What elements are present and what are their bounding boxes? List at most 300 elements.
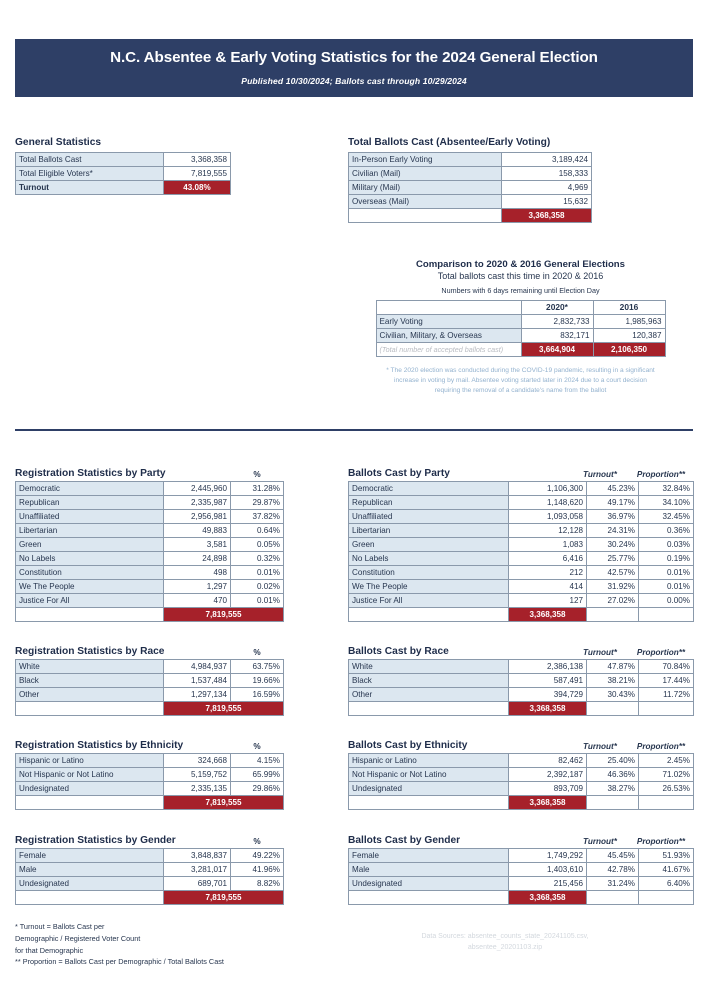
column-header-turnout: Turnout* bbox=[583, 837, 617, 846]
row-turnout: 45.23% bbox=[587, 482, 639, 496]
table-row-total bbox=[16, 796, 284, 810]
table-row bbox=[349, 524, 694, 538]
turnout-value: 43.08% bbox=[164, 181, 231, 195]
page-title: N.C. Absentee & Early Voting Statistics for the 2024 General Election bbox=[110, 49, 598, 67]
row-label: Undesignated bbox=[349, 782, 509, 796]
row-label: Libertarian bbox=[16, 524, 164, 538]
row-label: Civilian, Military, & Overseas bbox=[376, 329, 521, 343]
table-row bbox=[349, 674, 694, 688]
row-count: 2,386,138 bbox=[509, 660, 587, 674]
ballots-cast-by-party-table bbox=[348, 481, 694, 622]
spacer-cell bbox=[16, 702, 164, 716]
table-row bbox=[16, 660, 284, 674]
table-row bbox=[349, 849, 694, 863]
ballots-cast-by-ethnicity-section bbox=[348, 740, 693, 810]
table-row bbox=[349, 688, 694, 702]
row-count: 215,456 bbox=[509, 877, 587, 891]
row-count: 49,883 bbox=[164, 524, 231, 538]
row-value: 3,189,424 bbox=[502, 153, 592, 167]
table-row bbox=[16, 566, 284, 580]
section-title: Ballots Cast by Gender bbox=[348, 835, 461, 846]
row-label: Female bbox=[349, 849, 509, 863]
row-label: Black bbox=[349, 674, 509, 688]
table-row bbox=[349, 566, 694, 580]
column-header-2020: 2020* bbox=[521, 301, 593, 315]
comparison-subheading: Total ballots cast this time in 2020 & 2016 bbox=[437, 271, 604, 281]
comparison-total-2016: 2,106,350 bbox=[593, 343, 665, 357]
row-label: Hispanic or Latino bbox=[349, 754, 509, 768]
row-pct: 19.66% bbox=[231, 674, 284, 688]
page-subtitle: Published 10/30/2024; Ballots cast through 10/29/2024 bbox=[241, 75, 467, 86]
table-row-turnout bbox=[16, 181, 231, 195]
table-row-total bbox=[349, 702, 694, 716]
row-count: 1,093,058 bbox=[509, 510, 587, 524]
row-count: 2,335,987 bbox=[164, 496, 231, 510]
row-turnout: 36.97% bbox=[587, 510, 639, 524]
table-row bbox=[16, 580, 284, 594]
total-value: 3,368,358 bbox=[509, 608, 587, 622]
table-header-row bbox=[376, 301, 665, 315]
total-value: 3,368,358 bbox=[509, 891, 587, 905]
row-count: 1,403,610 bbox=[509, 863, 587, 877]
total-value: 3,368,358 bbox=[509, 796, 587, 810]
ballots-cast-by-gender-section bbox=[348, 835, 693, 905]
column-header-turnout: Turnout* bbox=[583, 470, 617, 479]
row-pct: 0.32% bbox=[231, 552, 284, 566]
table-row bbox=[349, 181, 592, 195]
column-header-pct: % bbox=[253, 837, 261, 846]
spacer-cell bbox=[376, 301, 521, 315]
row-count: 394,729 bbox=[509, 688, 587, 702]
row-label: Green bbox=[349, 538, 509, 552]
column-header-pct: % bbox=[253, 742, 261, 751]
table-row bbox=[349, 510, 694, 524]
table-row bbox=[16, 877, 284, 891]
section-title: Registration Statistics by Gender bbox=[15, 835, 176, 846]
ballots-cast-by-party-section bbox=[348, 468, 693, 622]
row-label: Male bbox=[349, 863, 509, 877]
registration-by-race-table bbox=[15, 659, 284, 716]
table-row bbox=[16, 849, 284, 863]
table-row-total bbox=[376, 343, 665, 357]
row-turnout: 30.43% bbox=[587, 688, 639, 702]
row-pct: 0.05% bbox=[231, 538, 284, 552]
row-count: 893,709 bbox=[509, 782, 587, 796]
table-row bbox=[16, 510, 284, 524]
ballots-cast-by-race-section bbox=[348, 646, 693, 716]
data-source-line-1: Data Sources: absentee_counts_state_20241105.csv, bbox=[421, 933, 589, 940]
comparison-heading: Comparison to 2020 & 2016 General Elections bbox=[415, 259, 625, 270]
ballots-cast-by-ethnicity-header bbox=[348, 740, 693, 753]
row-proportion: 0.00% bbox=[639, 594, 694, 608]
row-count: 127 bbox=[509, 594, 587, 608]
column-header-turnout: Turnout* bbox=[583, 742, 617, 751]
table-row bbox=[349, 754, 694, 768]
row-pct: 65.99% bbox=[231, 768, 284, 782]
section-title: Registration Statistics by Race bbox=[15, 646, 165, 657]
row-proportion: 70.84% bbox=[639, 660, 694, 674]
row-turnout: 42.78% bbox=[587, 863, 639, 877]
general-statistics-table bbox=[15, 152, 231, 195]
section-title: Ballots Cast by Race bbox=[348, 646, 449, 657]
row-pct: 41.96% bbox=[231, 863, 284, 877]
row-proportion: 0.01% bbox=[639, 580, 694, 594]
row-turnout: 31.92% bbox=[587, 580, 639, 594]
row-proportion: 0.36% bbox=[639, 524, 694, 538]
section-title: Ballots Cast by Party bbox=[348, 468, 450, 479]
registration-by-gender-section bbox=[15, 835, 283, 905]
total-value: 7,819,555 bbox=[164, 891, 284, 905]
spacer-cell bbox=[349, 702, 509, 716]
general-statistics-section bbox=[15, 137, 283, 195]
row-proportion: 32.45% bbox=[639, 510, 694, 524]
spacer-cell bbox=[16, 796, 164, 810]
row-label: Overseas (Mail) bbox=[349, 195, 502, 209]
comparison-total-2020: 3,664,904 bbox=[521, 343, 593, 357]
row-label: Early Voting bbox=[376, 315, 521, 329]
footnote-line-1: * Turnout = Ballots Cast per bbox=[15, 922, 105, 931]
row-label: Undesignated bbox=[349, 877, 509, 891]
total-ballots-title: Total Ballots Cast (Absentee/Early Voting) bbox=[348, 137, 551, 148]
row-pct: 0.64% bbox=[231, 524, 284, 538]
spacer-cell bbox=[16, 608, 164, 622]
row-count: 470 bbox=[164, 594, 231, 608]
row-label: Justice For All bbox=[16, 594, 164, 608]
table-row bbox=[16, 594, 284, 608]
row-pct: 0.01% bbox=[231, 594, 284, 608]
total-value: 3,368,358 bbox=[502, 209, 592, 223]
general-statistics-title: General Statistics bbox=[15, 137, 102, 148]
row-count: 498 bbox=[164, 566, 231, 580]
table-row bbox=[16, 153, 231, 167]
column-header-proportion: Proportion** bbox=[636, 648, 686, 657]
registration-by-race-section bbox=[15, 646, 283, 716]
table-row bbox=[349, 877, 694, 891]
section-title: Ballots Cast by Ethnicity bbox=[348, 740, 468, 751]
table-row bbox=[349, 153, 592, 167]
row-count: 2,335,135 bbox=[164, 782, 231, 796]
table-row bbox=[349, 594, 694, 608]
column-header-proportion: Proportion** bbox=[636, 837, 686, 846]
row-pct: 0.02% bbox=[231, 580, 284, 594]
page-header-banner bbox=[15, 39, 693, 97]
column-header-pct: % bbox=[253, 648, 261, 657]
row-proportion: 51.93% bbox=[639, 849, 694, 863]
row-pct: 4.15% bbox=[231, 754, 284, 768]
registration-by-ethnicity-header bbox=[15, 740, 283, 753]
spacer-cell bbox=[639, 891, 694, 905]
table-row bbox=[376, 329, 665, 343]
comparison-days-note: Numbers with 6 days remaining until Election Day bbox=[441, 286, 600, 295]
table-row bbox=[349, 863, 694, 877]
row-count: 2,392,187 bbox=[509, 768, 587, 782]
row-proportion: 34.10% bbox=[639, 496, 694, 510]
row-count: 2,956,981 bbox=[164, 510, 231, 524]
table-row bbox=[16, 782, 284, 796]
table-row-total bbox=[16, 702, 284, 716]
row-value-2020: 2,832,733 bbox=[521, 315, 593, 329]
section-divider bbox=[15, 429, 693, 431]
ballots-cast-by-race-header bbox=[348, 646, 693, 659]
row-turnout: 31.24% bbox=[587, 877, 639, 891]
row-turnout: 45.45% bbox=[587, 849, 639, 863]
row-turnout: 27.02% bbox=[587, 594, 639, 608]
row-pct: 16.59% bbox=[231, 688, 284, 702]
row-count: 24,898 bbox=[164, 552, 231, 566]
table-row bbox=[376, 315, 665, 329]
row-pct: 8.82% bbox=[231, 877, 284, 891]
row-turnout: 42.57% bbox=[587, 566, 639, 580]
ballots-cast-by-gender-table bbox=[348, 848, 694, 905]
row-pct: 31.28% bbox=[231, 482, 284, 496]
row-label: Constitution bbox=[349, 566, 509, 580]
column-header-proportion: Proportion** bbox=[636, 470, 686, 479]
row-value: 7,819,555 bbox=[164, 167, 231, 181]
data-source-note bbox=[340, 931, 670, 953]
row-turnout: 30.24% bbox=[587, 538, 639, 552]
row-pct: 37.82% bbox=[231, 510, 284, 524]
row-count: 212 bbox=[509, 566, 587, 580]
table-row bbox=[16, 768, 284, 782]
row-count: 414 bbox=[509, 580, 587, 594]
row-count: 1,297 bbox=[164, 580, 231, 594]
row-label: Not Hispanic or Not Latino bbox=[16, 768, 164, 782]
row-label: Republican bbox=[349, 496, 509, 510]
registration-by-party-table bbox=[15, 481, 284, 622]
row-value-2016: 1,985,963 bbox=[593, 315, 665, 329]
table-row bbox=[349, 538, 694, 552]
row-label: Hispanic or Latino bbox=[16, 754, 164, 768]
total-value: 3,368,358 bbox=[509, 702, 587, 716]
row-value: 3,368,358 bbox=[164, 153, 231, 167]
row-proportion: 6.40% bbox=[639, 877, 694, 891]
spacer-cell bbox=[349, 891, 509, 905]
footnote-line-4: ** Proportion = Ballots Cast per Demographic / Total Ballots Cast bbox=[15, 957, 224, 967]
section-title: Registration Statistics by Party bbox=[15, 468, 166, 479]
column-header-pct: % bbox=[253, 470, 261, 479]
row-label: In-Person Early Voting bbox=[349, 153, 502, 167]
column-header-proportion: Proportion** bbox=[636, 742, 686, 751]
ballots-cast-by-party-header bbox=[348, 468, 693, 481]
row-turnout: 46.36% bbox=[587, 768, 639, 782]
table-row bbox=[349, 552, 694, 566]
table-row bbox=[16, 538, 284, 552]
row-label: Democratic bbox=[349, 482, 509, 496]
row-proportion: 0.01% bbox=[639, 566, 694, 580]
row-label: Undesignated bbox=[16, 877, 164, 891]
row-label: Male bbox=[16, 863, 164, 877]
row-pct: 0.01% bbox=[231, 566, 284, 580]
row-count: 3,581 bbox=[164, 538, 231, 552]
row-label: Civilian (Mail) bbox=[349, 167, 502, 181]
row-label: Constitution bbox=[16, 566, 164, 580]
spacer-cell bbox=[639, 702, 694, 716]
comparison-table bbox=[376, 300, 666, 357]
table-row bbox=[349, 580, 694, 594]
row-proportion: 0.03% bbox=[639, 538, 694, 552]
spacer-cell bbox=[587, 608, 639, 622]
spacer-cell bbox=[349, 796, 509, 810]
spacer-cell bbox=[349, 209, 502, 223]
data-source-line-2: absentee_20201103.zip bbox=[467, 944, 543, 952]
column-header-2016: 2016 bbox=[593, 301, 665, 315]
row-count: 1,297,134 bbox=[164, 688, 231, 702]
row-count: 2,445,960 bbox=[164, 482, 231, 496]
row-label: Total Ballots Cast bbox=[16, 153, 164, 167]
row-label: Green bbox=[16, 538, 164, 552]
table-row bbox=[16, 754, 284, 768]
row-label: Military (Mail) bbox=[349, 181, 502, 195]
table-row bbox=[349, 660, 694, 674]
row-turnout: 24.31% bbox=[587, 524, 639, 538]
row-label: Other bbox=[349, 688, 509, 702]
footnotes bbox=[15, 921, 315, 968]
spacer-cell bbox=[587, 702, 639, 716]
registration-by-race-header bbox=[15, 646, 283, 659]
table-row bbox=[349, 496, 694, 510]
comparison-total-label: (Total number of accepted ballots cast) bbox=[376, 343, 521, 357]
row-value-2020: 832,171 bbox=[521, 329, 593, 343]
table-row-total bbox=[349, 891, 694, 905]
row-value-2016: 120,387 bbox=[593, 329, 665, 343]
row-label: White bbox=[349, 660, 509, 674]
table-row bbox=[349, 482, 694, 496]
registration-by-party-header bbox=[15, 468, 283, 481]
row-turnout: 38.27% bbox=[587, 782, 639, 796]
row-label: Unaffiliated bbox=[16, 510, 164, 524]
row-label: Turnout bbox=[16, 181, 164, 195]
row-turnout: 49.17% bbox=[587, 496, 639, 510]
row-label: White bbox=[16, 660, 164, 674]
row-label: Black bbox=[16, 674, 164, 688]
row-label: We The People bbox=[349, 580, 509, 594]
row-proportion: 11.72% bbox=[639, 688, 694, 702]
table-row-total bbox=[16, 608, 284, 622]
spacer-cell bbox=[349, 608, 509, 622]
row-count: 1,083 bbox=[509, 538, 587, 552]
spacer-cell bbox=[587, 891, 639, 905]
row-turnout: 25.40% bbox=[587, 754, 639, 768]
total-ballots-table bbox=[348, 152, 592, 223]
table-row bbox=[349, 195, 592, 209]
registration-by-party-section bbox=[15, 468, 283, 622]
row-value: 4,969 bbox=[502, 181, 592, 195]
spacer-cell bbox=[587, 796, 639, 810]
row-turnout: 47.87% bbox=[587, 660, 639, 674]
table-row bbox=[16, 482, 284, 496]
row-label: No Labels bbox=[16, 552, 164, 566]
row-label: No Labels bbox=[349, 552, 509, 566]
total-value: 7,819,555 bbox=[164, 796, 284, 810]
table-row bbox=[16, 863, 284, 877]
row-label: Undesignated bbox=[16, 782, 164, 796]
row-label: Other bbox=[16, 688, 164, 702]
table-row bbox=[349, 782, 694, 796]
spacer-cell bbox=[639, 796, 694, 810]
row-proportion: 2.45% bbox=[639, 754, 694, 768]
registration-by-ethnicity-table bbox=[15, 753, 284, 810]
row-label: Female bbox=[16, 849, 164, 863]
row-label: Unaffiliated bbox=[349, 510, 509, 524]
total-ballots-section bbox=[348, 137, 693, 223]
table-row-total bbox=[349, 209, 592, 223]
row-turnout: 38.21% bbox=[587, 674, 639, 688]
comparison-section bbox=[348, 259, 693, 397]
table-row bbox=[349, 768, 694, 782]
registration-by-gender-header bbox=[15, 835, 283, 848]
total-value: 7,819,555 bbox=[164, 608, 284, 622]
row-label: We The People bbox=[16, 580, 164, 594]
row-pct: 49.22% bbox=[231, 849, 284, 863]
row-count: 4,984,937 bbox=[164, 660, 231, 674]
ballots-cast-by-race-table bbox=[348, 659, 694, 716]
row-label: Not Hispanic or Not Latino bbox=[349, 768, 509, 782]
spacer-cell bbox=[639, 608, 694, 622]
column-header-turnout: Turnout* bbox=[583, 648, 617, 657]
total-value: 7,819,555 bbox=[164, 702, 284, 716]
row-proportion: 26.53% bbox=[639, 782, 694, 796]
row-label: Democratic bbox=[16, 482, 164, 496]
table-row-total bbox=[16, 891, 284, 905]
row-count: 1,537,484 bbox=[164, 674, 231, 688]
row-count: 82,462 bbox=[509, 754, 587, 768]
row-count: 1,749,292 bbox=[509, 849, 587, 863]
row-turnout: 25.77% bbox=[587, 552, 639, 566]
row-count: 587,491 bbox=[509, 674, 587, 688]
table-row bbox=[16, 674, 284, 688]
ballots-cast-by-ethnicity-table bbox=[348, 753, 694, 810]
row-proportion: 17.44% bbox=[639, 674, 694, 688]
spacer-cell bbox=[16, 891, 164, 905]
row-count: 6,416 bbox=[509, 552, 587, 566]
row-pct: 29.87% bbox=[231, 496, 284, 510]
row-proportion: 0.19% bbox=[639, 552, 694, 566]
table-row bbox=[349, 167, 592, 181]
table-row-total bbox=[349, 608, 694, 622]
row-count: 3,848,837 bbox=[164, 849, 231, 863]
row-count: 324,668 bbox=[164, 754, 231, 768]
row-label: Libertarian bbox=[349, 524, 509, 538]
row-count: 3,281,017 bbox=[164, 863, 231, 877]
row-label: Republican bbox=[16, 496, 164, 510]
table-row bbox=[16, 688, 284, 702]
table-row bbox=[16, 167, 231, 181]
table-row bbox=[16, 552, 284, 566]
footnote-line-2: Demographic / Registered Voter Count bbox=[15, 933, 141, 943]
row-label: Justice For All bbox=[349, 594, 509, 608]
row-proportion: 32.84% bbox=[639, 482, 694, 496]
row-count: 5,159,752 bbox=[164, 768, 231, 782]
row-label: Total Eligible Voters* bbox=[16, 167, 164, 181]
row-value: 158,333 bbox=[502, 167, 592, 181]
row-count: 689,701 bbox=[164, 877, 231, 891]
section-title: Registration Statistics by Ethnicity bbox=[15, 740, 184, 751]
table-row-total bbox=[349, 796, 694, 810]
row-count: 1,106,300 bbox=[509, 482, 587, 496]
row-pct: 29.86% bbox=[231, 782, 284, 796]
ballots-cast-by-gender-header bbox=[348, 835, 693, 848]
row-value: 15,632 bbox=[502, 195, 592, 209]
row-count: 12,128 bbox=[509, 524, 587, 538]
row-pct: 63.75% bbox=[231, 660, 284, 674]
row-proportion: 71.02% bbox=[639, 768, 694, 782]
registration-by-gender-table bbox=[15, 848, 284, 905]
comparison-footnote: * The 2020 election was conducted during the COVID-19 pandemic, resulting in a significant increase in voting by mail. Absentee voting started later in 2024 due to a court decision requiring the removal of a candidate's name from the ballot bbox=[386, 367, 655, 395]
row-count: 1,148,620 bbox=[509, 496, 587, 510]
table-row bbox=[16, 524, 284, 538]
footnote-line-3: for that Demographic bbox=[15, 945, 84, 955]
table-row bbox=[16, 496, 284, 510]
